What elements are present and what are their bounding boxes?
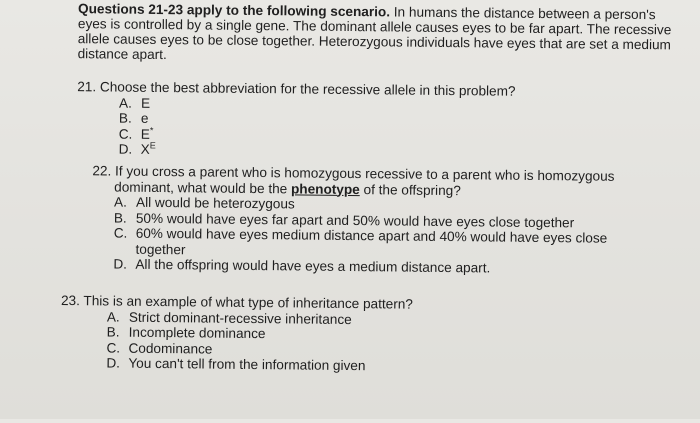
option-text: 50% would have eyes far apart and 50% would have eyes close together <box>135 210 575 230</box>
scenario-intro <box>78 1 689 67</box>
option-text: All would be heterozygous <box>135 194 295 212</box>
question-number: 22. <box>92 163 112 179</box>
keyword-phenotype: phenotype <box>290 180 360 197</box>
option-text: E <box>140 126 150 142</box>
option-text: Codominance <box>128 340 213 357</box>
question-text: dominant, what would be the <box>114 179 288 196</box>
question-number: 21. <box>77 79 97 95</box>
option-text: Incomplete dominance <box>128 324 266 342</box>
option-letter: A. <box>106 308 120 325</box>
question-text: Choose the best abbreviation for the recessive allele in this problem? <box>99 79 516 99</box>
options-list <box>119 95 678 163</box>
option-letter: D. <box>106 355 121 371</box>
option-letter: B. <box>106 324 120 340</box>
option-text: All the offspring would have eyes a medium distance apart. <box>135 256 491 276</box>
option-text: E <box>141 95 151 111</box>
options-list <box>106 309 661 377</box>
option-text: 60% would have eyes medium distance apart and 40% would have eyes close <box>135 225 608 246</box>
question-text: of the offspring? <box>363 181 461 198</box>
option-letter: D. <box>113 256 128 272</box>
option-superscript: * <box>149 124 154 135</box>
options-list <box>113 195 672 278</box>
option-text: You can't tell from the information given <box>128 355 366 374</box>
option-letter: A. <box>119 95 133 111</box>
option-letter: B. <box>118 110 132 126</box>
question-text: This is an example of what type of inheritance pattern? <box>83 293 413 312</box>
question-21 <box>77 79 678 163</box>
scenario-lead: Questions 21-23 apply to the following scenario. <box>78 1 391 20</box>
scenario-text: In humans the distance between a person's eyes is controlled by a single gene. The dominant allele causes eyes to be far apart. The recessive allele causes eyes to be close together. Heterozygous individuals have eyes that are set a medium distance apart. <box>77 4 672 63</box>
option-letter: B. <box>113 210 127 226</box>
option-text: e <box>140 110 149 126</box>
option-letter: D. <box>118 141 133 157</box>
question-22 <box>91 163 672 278</box>
question-number: 23. <box>60 292 81 309</box>
option-letter: C. <box>113 225 128 241</box>
option-c-wrap: together <box>135 241 186 257</box>
question-23 <box>60 293 661 377</box>
option-text: Strict dominant-recessive inheritance <box>128 309 352 327</box>
question-text: If you cross a parent who is homozygous recessive to a parent who is homozygous <box>114 163 615 184</box>
option-text: X <box>140 141 150 157</box>
option-letter: A. <box>113 194 127 210</box>
option-letter: C. <box>106 339 121 356</box>
option-letter: C. <box>118 126 133 142</box>
option-superscript: E <box>149 140 156 151</box>
